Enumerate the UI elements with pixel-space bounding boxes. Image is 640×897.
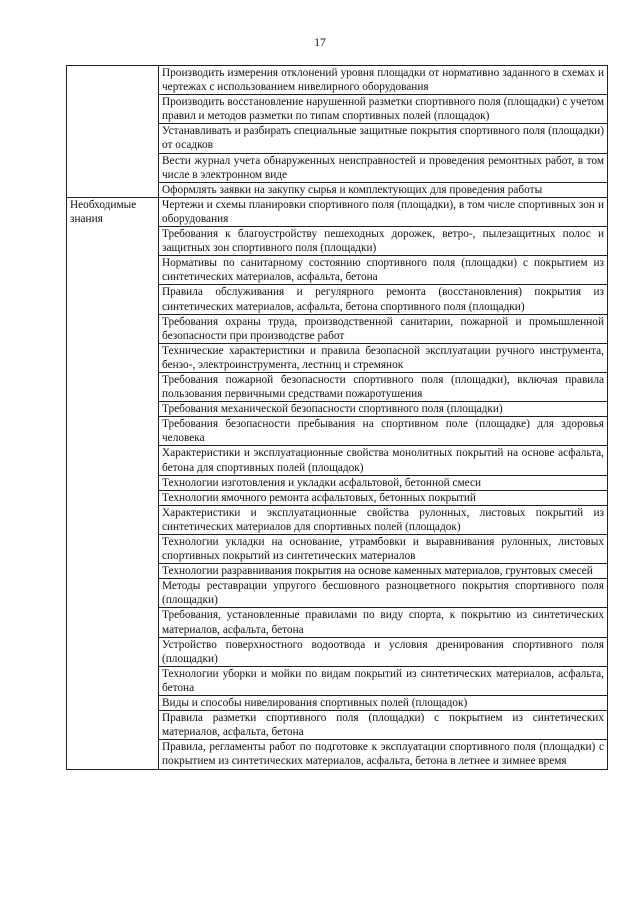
requirement-cell xyxy=(159,182,608,197)
requirement-text: Технологии изготовления и укладки асфальтовой, бетонной смеси xyxy=(162,476,482,489)
requirement-text: Правила обслуживания и регулярного ремонта (восстановления) покрытия из синтетических материалов, асфальта, бетона спортивного поля (площадки) xyxy=(162,286,604,313)
requirement-text: Технологии укладки на основание, утрамбовки и выравнивания рулонных, листовых спортивных покрытий из синтетических материалов xyxy=(162,536,604,563)
requirement-cell xyxy=(159,285,608,314)
section-label xyxy=(67,66,159,198)
requirement-cell xyxy=(159,66,608,95)
requirement-cell xyxy=(159,696,608,711)
requirement-text: Требования охраны труда, производственной санитарии, пожарной и промышленной безопасности при производстве работ xyxy=(162,315,604,342)
requirement-cell xyxy=(159,666,608,695)
requirement-cell xyxy=(159,490,608,505)
requirement-text: Производить измерения отклонений уровня площадки от нормативно заданного в схемах и чертежах с использованием нивелирного оборудования xyxy=(162,67,604,94)
requirement-text: Требования, установленные правилами по виду спорта, к покрытию из синтетических материалов, асфальта, бетона xyxy=(162,609,604,636)
requirement-text: Виды и способы нивелирования спортивных полей (площадок) xyxy=(162,697,468,710)
requirement-text: Требования пожарной безопасности спортивного поля (площадки), включая правила пользования первичными средствами пожаротушения xyxy=(162,373,604,401)
requirement-text: Методы реставрации упругого бесшовного разноцветного покрытия спортивного поля (площадки) xyxy=(162,580,604,607)
requirement-cell xyxy=(159,564,608,579)
requirement-text: Правила, регламенты работ по подготовке к эксплуатации спортивного поля (площадки) с покрытием из синтетических материалов, асфальта, бетона в летнее и зимнее время xyxy=(162,741,604,768)
requirement-cell xyxy=(159,256,608,285)
requirement-text: Чертежи и схемы планировки спортивного поля (площадки), в том числе спортивных зон и оборудования xyxy=(162,198,604,225)
requirement-cell xyxy=(159,711,608,740)
requirement-text: Требования безопасности пребывания на спортивном поле (площадке) для здоровья человека xyxy=(162,418,604,445)
requirement-cell xyxy=(159,740,608,769)
requirement-cell xyxy=(159,446,608,475)
requirement-text: Нормативы по санитарному состоянию спортивного поля (площадки) с покрытием из синтетических материалов, асфальта, бетона xyxy=(162,257,604,284)
requirement-cell xyxy=(159,637,608,666)
requirement-cell xyxy=(159,227,608,256)
competency-table xyxy=(66,65,608,770)
competency-table-body xyxy=(67,66,608,770)
requirement-cell xyxy=(159,314,608,343)
requirement-text: Вести журнал учета обнаруженных неисправностей и проведения ремонтных работ, в том числе в электронном виде xyxy=(162,154,604,181)
requirement-cell xyxy=(159,153,608,182)
requirement-text: Производить восстановление нарушенной разметки спортивного поля (площадки) с учетом правил и методов разметки по типам спортивных полей (площадок) xyxy=(162,96,604,123)
requirement-text: Требования к благоустройству пешеходных дорожек, ветро-, пылезащитных полос и защитных зон спортивного поля (площадки) xyxy=(162,228,604,255)
requirement-cell xyxy=(159,197,608,226)
section-label: Необходимые знания xyxy=(67,197,159,769)
requirement-text: Технологии разравнивания покрытия на основе каменных материалов, грунтовых смесей xyxy=(162,565,593,578)
table-row xyxy=(67,66,608,95)
requirement-cell xyxy=(159,124,608,153)
requirement-cell xyxy=(159,402,608,417)
page-number: 17 xyxy=(314,37,326,49)
requirement-text: Правила разметки спортивного поля (площадки) с покрытием из синтетических материалов, асфальта, бетона xyxy=(162,712,604,739)
requirement-text: Устройство поверхностного водоотвода и условия дренирования спортивного поля (площадки) xyxy=(162,638,604,665)
requirement-cell xyxy=(159,535,608,564)
requirement-text: Технологии ямочного ремонта асфальтовых, бетонных покрытий xyxy=(162,491,476,504)
requirement-cell xyxy=(159,608,608,637)
requirement-cell xyxy=(159,475,608,490)
table-row xyxy=(67,197,608,226)
requirement-text: Устанавливать и разбирать специальные защитные покрытия спортивного поля (площадки) от осадков xyxy=(162,125,604,152)
requirement-cell xyxy=(159,95,608,124)
requirement-text: Требования механической безопасности спортивного поля (площадки) xyxy=(162,403,503,416)
requirement-cell xyxy=(159,372,608,401)
requirement-text: Технические характеристики и правила безопасной эксплуатации ручного инструмента, бензо-, электроинструмента, лестниц и стремянок xyxy=(162,344,604,371)
requirement-cell xyxy=(159,343,608,372)
requirement-cell xyxy=(159,505,608,534)
requirement-text: Характеристики и эксплуатационные свойства рулонных, листовых покрытий из синтетических материалов для спортивных полей (площадок) xyxy=(162,506,604,533)
requirement-cell xyxy=(159,579,608,608)
requirement-text: Технологии уборки и мойки по видам покрытий из синтетических материалов, асфальта, бетона xyxy=(162,667,604,694)
requirement-text: Характеристики и эксплуатационные свойства монолитных покрытий на основе асфальта, бетона для спортивных полей (площадок) xyxy=(162,447,604,474)
requirement-cell xyxy=(159,417,608,446)
requirement-text: Оформлять заявки на закупку сырья и комплектующих для проведения работы xyxy=(162,183,543,196)
